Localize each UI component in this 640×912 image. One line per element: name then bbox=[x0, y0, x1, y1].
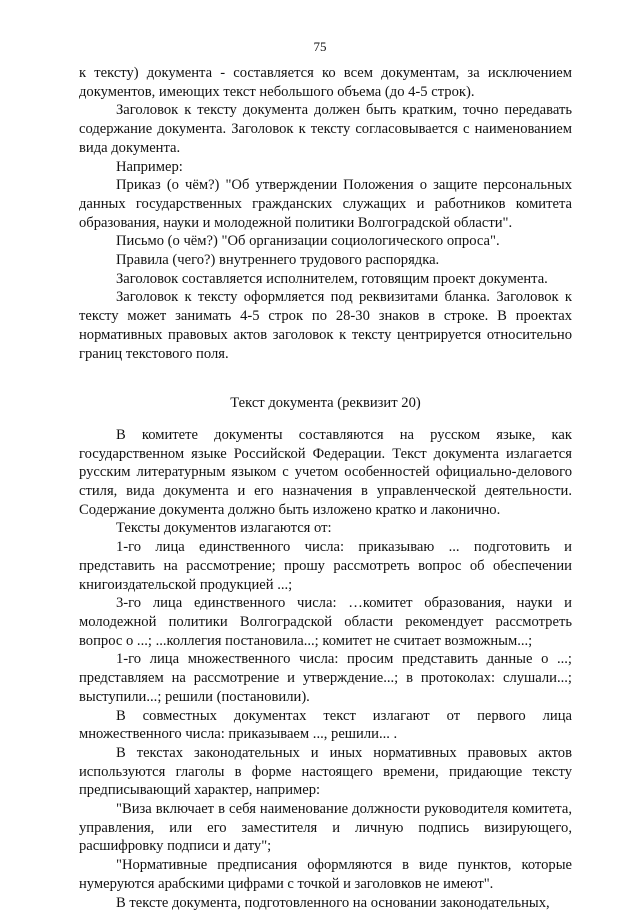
paragraph: 1-го лица множественного числа: просим представить данные о ...; представляем на рассмотрение и утверждение...; в протоколах: слушали...; выступили...; решили (постановили). bbox=[79, 651, 572, 705]
paragraph: Заголовок к тексту документа должен быть кратким, точно передавать содержание документа. Заголовок к тексту согласовывается с наименованием вида документа. bbox=[79, 102, 572, 156]
document-body bbox=[79, 64, 572, 912]
paragraph: В текстах законодательных и иных нормативных правовых актов используются глаголы в форме настоящего времени, придающие тексту предписывающий характер, например: bbox=[79, 744, 572, 799]
paragraph: Приказ (о чём?) "Об утверждении Положения о защите персональных данных государственных гражданских служащих и работников комитета образования, науки и молодежной политики Волгоградской области". bbox=[79, 177, 572, 231]
paragraph: "Виза включает в себя наименование должности руководителя комитета, управления, или его заместителя и личную подпись визирующего, расшифровку подписи и дату"; bbox=[79, 801, 572, 855]
paragraphs-before bbox=[79, 64, 572, 363]
paragraph: В комитете документы составляются на русском языке, как государственном языке Российской Федерации. Текст документа излагается русским литературным языком с учетом особенностей официально-делового стиля, вида документа и его назначения в управленческой деятельности. Содержание документа должно быть изложено кратко и лаконично. bbox=[79, 426, 572, 518]
paragraph: 1-го лица единственного числа: приказываю ... подготовить и представить на рассмотрение; прошу рассмотреть вопрос об обеспечении книгоиздательской продукцией ...; bbox=[79, 539, 572, 593]
paragraph: В тексте документа, подготовленного на основании законодательных, bbox=[116, 894, 550, 911]
section-heading: Текст документа (реквизит 20) bbox=[230, 395, 421, 412]
paragraph: Тексты документов излагаются от: bbox=[116, 520, 332, 537]
paragraph: Правила (чего?) внутреннего трудового распорядка. bbox=[116, 252, 440, 269]
paragraph: Письмо (о чём?) "Об организации социологического опроса". bbox=[116, 233, 500, 250]
paragraph: 3-го лица единственного числа: …комитет образования, науки и молодежной политики Волгоградской области рекомендует рассмотреть вопрос о ...; ...коллегия постановила...; комитет не считает возможным...; bbox=[79, 595, 572, 649]
paragraph: В совместных документах текст излагают от первого лица множественного числа: приказываем ..., решили... . bbox=[79, 707, 572, 743]
paragraph: Например: bbox=[116, 158, 183, 175]
paragraph: Заголовок к тексту оформляется под реквизитами бланка. Заголовок к тексту может занимать 4-5 строк по 28-30 знаков в строке. В проектах нормативных правовых актов заголовок к тексту центрируется относительно границ текстового поля. bbox=[79, 289, 572, 362]
paragraph: "Нормативные предписания оформляются в виде пунктов, которые нумеруются арабскими цифрами с точкой и заголовков не имеют". bbox=[79, 857, 572, 892]
page-number: 75 bbox=[313, 39, 327, 54]
paragraph: Заголовок составляется исполнителем, готовящим проект документа. bbox=[116, 270, 548, 287]
paragraph: к тексту) документа - составляется ко всем документам, за исключением документов, имеющих текст небольшого объема (до 4-5 строк). bbox=[79, 65, 572, 100]
paragraphs-after bbox=[79, 426, 572, 912]
